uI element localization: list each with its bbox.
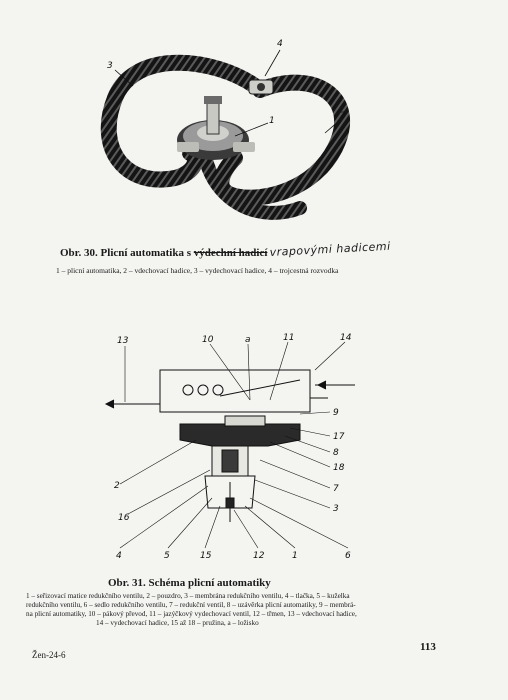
figure-31-schematic: [100, 330, 390, 566]
callout-3: 3: [107, 61, 113, 71]
callout-10: 10: [202, 335, 214, 345]
figure-31-legend: [26, 592, 446, 628]
handwritten-correction: vrapovými hadicemi: [269, 239, 392, 259]
print-code: Žen-24-6: [32, 650, 66, 660]
callout-1: 1: [269, 116, 275, 126]
callout-4: 4: [116, 551, 122, 561]
callout-2: 2: [340, 111, 346, 121]
callout-18: 18: [333, 463, 345, 473]
callout-2: 2: [114, 481, 120, 491]
page-number: 113: [420, 641, 436, 653]
figure-30-legend: 1 – plicní automatika, 2 – vdechovací hadice, 3 – vydechovací hadice, 4 – trojcestná rozvodka: [56, 266, 339, 275]
callout-a: a: [245, 335, 251, 345]
caption-text: Obr. 30. Plicní automatika s: [60, 247, 191, 259]
legend-line: 1 – seřizovací matice redukčního ventilu, 2 – pouzdro, 3 – membrána redukčního ventilu, 4 – tlačka, 5 – kuželka: [26, 592, 350, 600]
figure-30-caption: [60, 239, 480, 259]
callout-9: 9: [333, 408, 339, 418]
callout-17: 17: [333, 432, 345, 442]
callout-3: 3: [333, 504, 339, 514]
callout-7: 7: [333, 484, 339, 494]
callout-11: 11: [283, 333, 295, 343]
legend-line: na plicní automatiky, 10 – pákový převod, 11 – jazýčkový vydechovací ventil, 12 – třmen, 13 – vdechovací hadice,: [26, 610, 357, 618]
callout-13: 13: [117, 336, 129, 346]
callout-12: 12: [253, 551, 265, 561]
legend-line: 14 – vydechovací hadice, 15 až 18 – pružina, a – ložisko: [96, 619, 259, 627]
figure-30-photo: [85, 28, 385, 233]
figure-31-caption: Obr. 31. Schéma plicní automatiky: [108, 577, 271, 589]
callout-1: 1: [292, 551, 298, 561]
callout-5: 5: [164, 551, 170, 561]
callout-8: 8: [333, 448, 339, 458]
callout-6: 6: [345, 551, 351, 561]
callout-16: 16: [118, 513, 130, 523]
legend-line: redukčního ventilu, 6 – sedlo redukčního ventilu, 7 – redukční ventil, 8 – uzávěrka plicní automatiky, 9 – membrá-: [26, 601, 356, 609]
callout-15: 15: [200, 551, 212, 561]
struck-text: výdechní hadicí: [193, 247, 268, 259]
callout-4: 4: [277, 39, 283, 49]
callout-14: 14: [340, 333, 352, 343]
